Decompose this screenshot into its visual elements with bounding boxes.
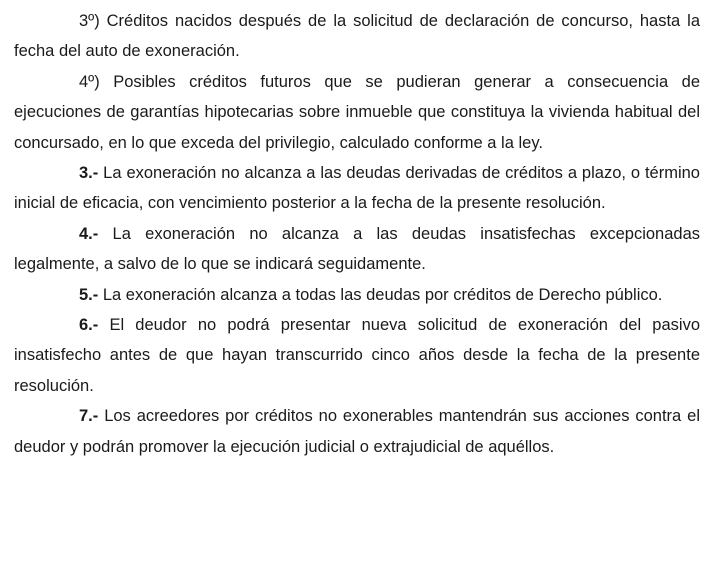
paragraph-text: La exoneración alcanza a todas las deudas por créditos de Derecho público. xyxy=(98,285,663,304)
paragraph-section-6 xyxy=(14,310,700,401)
document-page xyxy=(14,6,700,462)
paragraph-text: 4º) Posibles créditos futuros que se pudieran generar a consecuencia de ejecuciones de garantías hipotecarias sobre inmueble que constituya la vivienda habitual del concursado, en lo que exceda del privilegio, calculado conforme a la ley. xyxy=(14,72,700,152)
paragraph-text: Los acreedores por créditos no exonerables mantendrán sus acciones contra el deudor y podrán promover la ejecución judicial o extrajudicial de aquéllos. xyxy=(14,407,700,456)
paragraph-number: 3.- xyxy=(79,164,99,183)
paragraph-text: El deudor no podrá presentar nueva solicitud de exoneración del pasivo insatisfecho antes de que hayan transcurrido cinco años desde la fecha de la presente resolución. xyxy=(14,316,700,395)
paragraph-section-5 xyxy=(14,280,700,310)
paragraph-section-3 xyxy=(14,158,700,219)
paragraph-credit-3 xyxy=(14,6,700,67)
paragraph-text: La exoneración no alcanza a las deudas derivadas de créditos a plazo, o término inicial de eficacia, con vencimiento posterior a la fecha de la presente resolución. xyxy=(14,164,700,213)
paragraph-section-4 xyxy=(14,219,700,280)
paragraph-text: La exoneración no alcanza a las deudas insatisfechas excepcionadas legalmente, a salvo de lo que se indicará seguidamente. xyxy=(14,224,700,274)
paragraph-section-7 xyxy=(14,401,700,462)
paragraph-text: 3º) Créditos nacidos después de la solicitud de declaración de concurso, hasta la fecha del auto de exoneración. xyxy=(14,12,700,61)
paragraph-credit-4 xyxy=(14,67,700,158)
paragraph-number: 6.- xyxy=(79,316,99,335)
paragraph-number: 4.- xyxy=(79,224,99,243)
paragraph-number: 7.- xyxy=(79,407,99,426)
paragraph-number: 5.- xyxy=(79,285,99,304)
